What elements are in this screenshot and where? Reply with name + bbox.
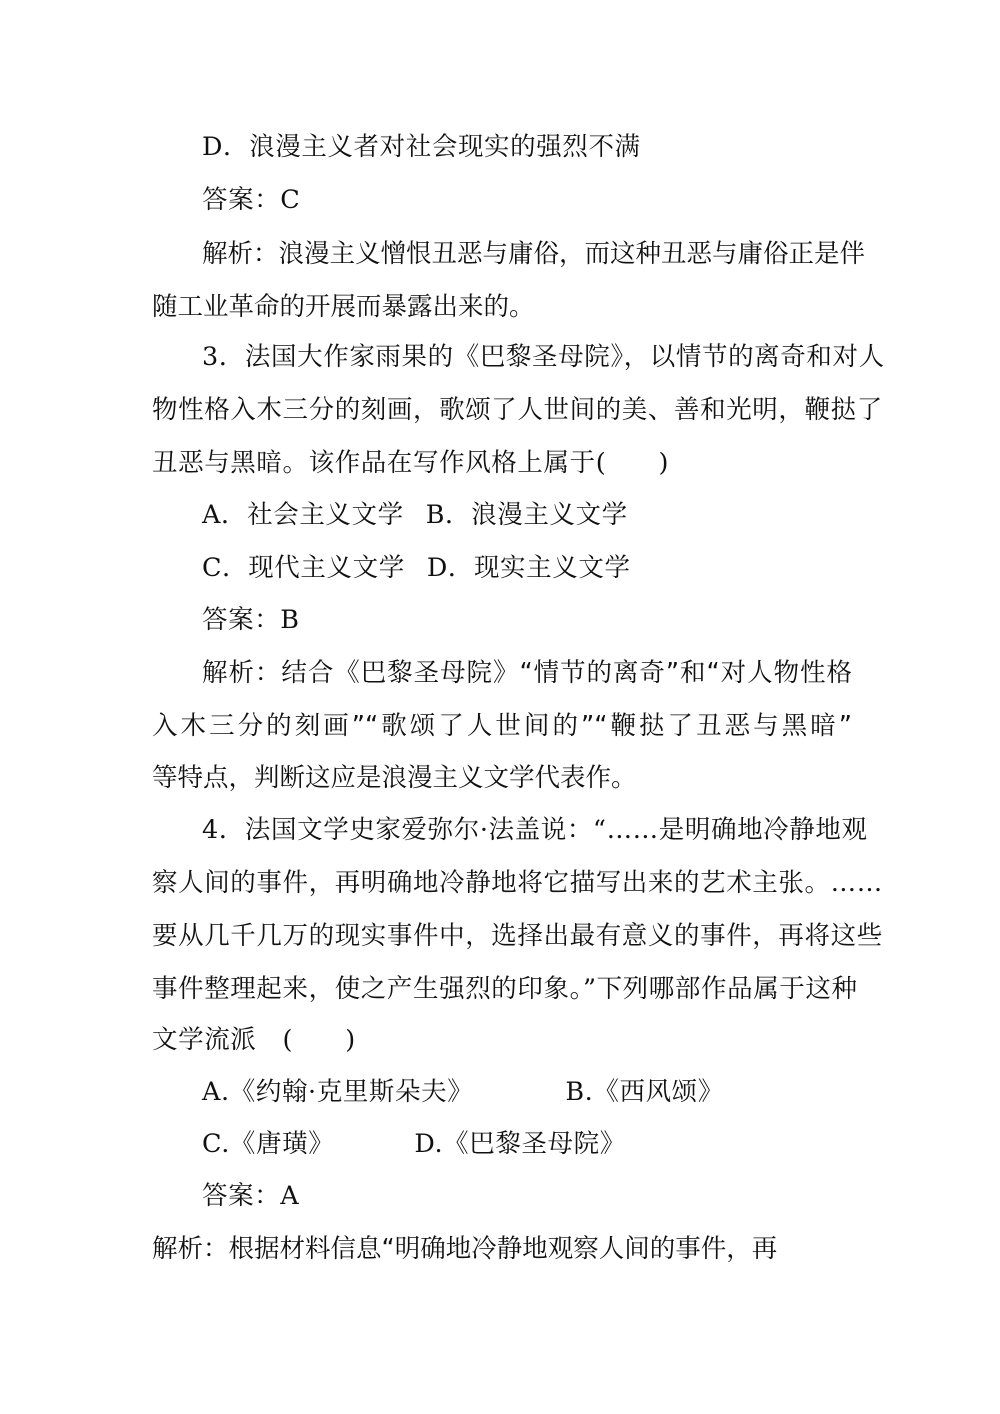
q3-options-row-1: [202, 495, 852, 535]
q3-option-b: B．浪漫主义文学: [425, 500, 628, 530]
q3-option-d: D．现实主义文学: [426, 553, 631, 583]
q3-stem-line-3: 丑恶与黑暗。该作品在写作风格上属于( ): [152, 448, 669, 478]
q2-analysis-line-1: 解析：浪漫主义憎恨丑恶与庸俗，而这种丑恶与庸俗正是伴: [202, 239, 866, 269]
q4-stem-line-1: 4．法国文学史家爱弥尔·法盖说：“……是明确地冷静地观: [202, 815, 868, 845]
q4-options-row-2: [202, 1124, 852, 1164]
q4-option-a: A.《约翰·克里斯朵夫》: [202, 1077, 474, 1107]
q3-options-row-2: [202, 548, 852, 588]
q3-stem-line-1: 3．法国大作家雨果的《巴黎圣母院》，以情节的离奇和对人: [202, 342, 885, 372]
q4-stem-line-4: 事件整理起来，使之产生强烈的印象。”下列哪部作品属于这种: [152, 974, 858, 1004]
q3-analysis-line-1: 解析：结合《巴黎圣母院》“情节的离奇”和“对人物性格: [202, 658, 852, 688]
q4-stem-line-5: 文学流派 ( ): [152, 1025, 356, 1055]
q4-stem-line-3: 要从几千几万的现实事件中，选择出最有意义的事件，再将这些: [152, 921, 883, 951]
q4-option-b: B.《西风颂》: [565, 1077, 724, 1107]
q3-option-c: C．现代主义文学: [202, 553, 405, 583]
q2-option-d: D．浪漫主义者对社会现实的强烈不满: [202, 132, 641, 162]
q4-stem-line-2: 察人间的事件，再明确地冷静地将它描写出来的艺术主张。……: [152, 868, 883, 898]
q3-analysis-line-3: 等特点，判断这应是浪漫主义文学代表作。: [152, 763, 637, 793]
q4-option-c: C.《唐璜》: [202, 1129, 335, 1159]
q4-answer: 答案：A: [202, 1181, 300, 1211]
q3-analysis-line-2: 入木三分的刻画”“歌颂了人世间的”“鞭挞了丑恶与黑暗”: [152, 711, 852, 741]
q3-answer: 答案：B: [202, 605, 300, 635]
q4-analysis-line-1: 解析：根据材料信息“明确地冷静地观察人间的事件，再: [152, 1234, 778, 1264]
q3-option-a: A．社会主义文学: [202, 500, 404, 530]
q4-option-d: D.《巴黎圣母院》: [414, 1129, 626, 1159]
q2-analysis-line-2: 随工业革命的开展而暴露出来的。: [152, 292, 535, 322]
q2-answer: 答案：C: [202, 185, 301, 215]
q3-stem-line-2: 物性格入木三分的刻画，歌颂了人世间的美、善和光明，鞭挞了: [152, 395, 883, 425]
q4-options-row-1: [202, 1072, 852, 1112]
